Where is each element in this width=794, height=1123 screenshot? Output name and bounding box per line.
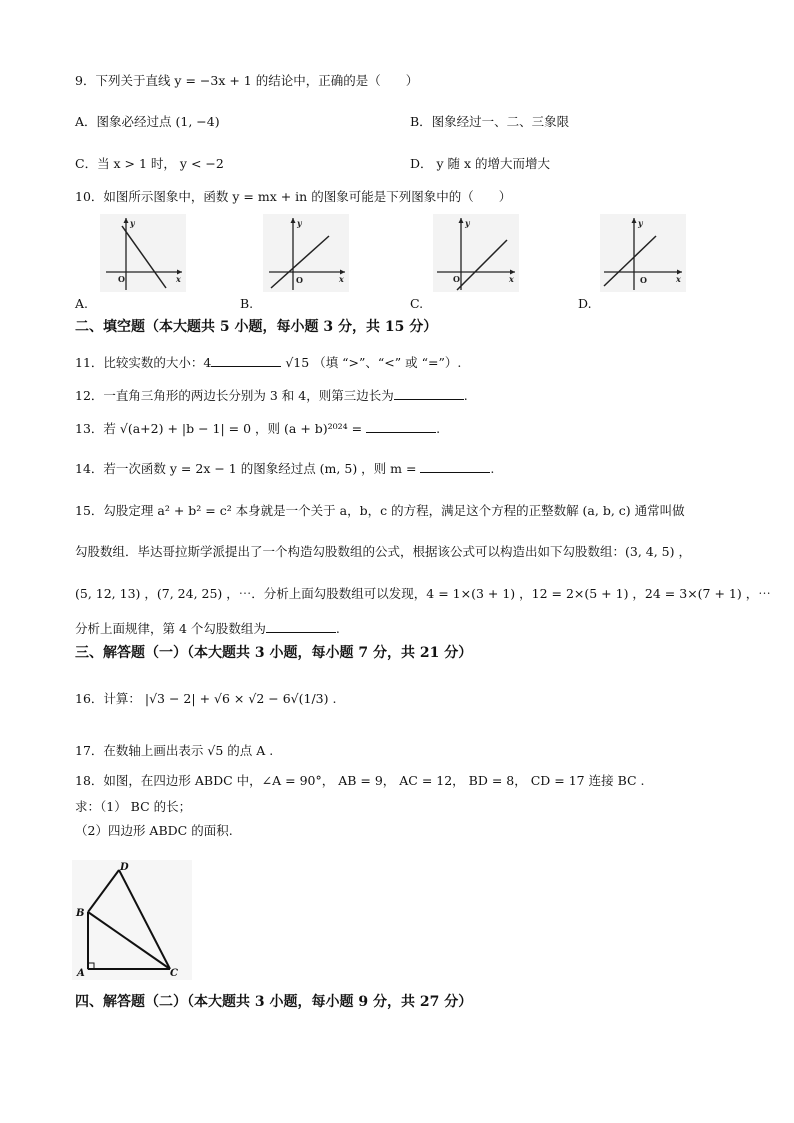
q14-text-b: . bbox=[490, 461, 495, 476]
graph-c-origin: O bbox=[453, 274, 460, 284]
q12-text-b: . bbox=[463, 388, 468, 403]
q11-text-b: √15 （填 “>”、“<” 或 “=”）. bbox=[285, 355, 462, 370]
q15-line-4 bbox=[75, 620, 340, 638]
q14 bbox=[75, 460, 494, 478]
graph-c-y-label: y bbox=[465, 218, 470, 228]
graph-d-label: D. bbox=[578, 296, 592, 311]
q9-stem: 9．下列关于直线 y = −3x + 1 的结论中，正确的是（ ） bbox=[75, 73, 419, 88]
q12 bbox=[75, 387, 468, 405]
q15-blank bbox=[266, 620, 336, 633]
q11 bbox=[75, 354, 461, 372]
q11-blank bbox=[211, 354, 281, 367]
graph-b-label: B. bbox=[240, 296, 254, 311]
graph-a-y-label: y bbox=[130, 218, 135, 228]
graph-d bbox=[600, 214, 686, 292]
graph-a-origin: O bbox=[118, 274, 125, 284]
q16: 16．计算： |√3 − 2| + √6 × √2 − 6√(1/3) . bbox=[75, 691, 337, 706]
graph-c-x-label: x bbox=[509, 274, 514, 284]
graph-c-label: C. bbox=[410, 296, 424, 311]
graph-a bbox=[100, 214, 186, 292]
q9-option-d: D． y 随 x 的增大而增大 bbox=[410, 156, 551, 171]
q10-stem: 10．如图所示图象中，函数 y = mx + in 的图象可能是下列图象中的（ ） bbox=[75, 189, 512, 204]
q12-text-a: 12．一直角三角形的两边长分别为 3 和 4，则第三边长为 bbox=[75, 388, 394, 403]
q13-text-b: . bbox=[436, 421, 441, 436]
q18-line-1: 18．如图，在四边形 ABDC 中，∠A = 90°， AB = 9， AC = 12， BD = 8， CD = 17 连接 BC . bbox=[75, 773, 645, 788]
q18-figure bbox=[72, 860, 192, 980]
q15-line-3: (5, 12, 13) ，(7, 24, 25) ，⋯．分析上面勾股数组可以发现，4 = 1×(3 + 1) ，12 = 2×(5 + 1) ，24 = 3×(7 + 1) ，⋯ bbox=[75, 586, 771, 601]
vertex-a-label: A bbox=[77, 968, 85, 979]
graph-a-label: A. bbox=[75, 296, 89, 311]
graph-d-origin: O bbox=[640, 275, 647, 285]
q15-line-2: 勾股数组．毕达哥拉斯学派提出了一个构造勾股数组的公式，根据该公式可以构造出如下勾股数组：(3, 4, 5) ， bbox=[75, 544, 691, 559]
q9-option-c: C．当 x > 1 时， y < −2 bbox=[75, 156, 224, 171]
q9-option-a: A．图象必经过点 (1, −4) bbox=[75, 114, 220, 129]
q12-blank bbox=[394, 387, 464, 400]
graph-b bbox=[263, 214, 349, 292]
section-3-heading: 三、解答题（一）（本大题共 3 小题，每小题 7 分，共 21 分） bbox=[75, 645, 473, 661]
graph-b-x-label: x bbox=[339, 274, 344, 284]
q17: 17．在数轴上画出表示 √5 的点 A . bbox=[75, 743, 274, 758]
q18-line-3: （2）四边形 ABDC 的面积. bbox=[75, 823, 233, 838]
vertex-c-label: C bbox=[170, 968, 178, 979]
q14-blank bbox=[420, 460, 490, 473]
q15-text-a: 分析上面规律，第 4 个勾股数组为 bbox=[75, 621, 266, 636]
q14-text-a: 14．若一次函数 y = 2x − 1 的图象经过点 (m, 5) ，则 m = bbox=[75, 461, 417, 476]
q13 bbox=[75, 420, 440, 438]
q9-option-b: B．图象经过一、二、三象限 bbox=[410, 114, 570, 129]
q11-text-a: 11．比较实数的大小：4 bbox=[75, 355, 212, 370]
q15-line-1: 15．勾股定理 a² + b² = c² 本身就是一个关于 a，b，c 的方程，满足这个方程的正整数解 (a, b, c) 通常叫做 bbox=[75, 503, 685, 518]
graph-d-x-label: x bbox=[676, 274, 681, 284]
q13-blank bbox=[366, 420, 436, 433]
q15-text-b: . bbox=[335, 621, 340, 636]
vertex-d-label: D bbox=[120, 862, 129, 873]
graph-b-y-label: y bbox=[297, 218, 302, 228]
graph-b-origin: O bbox=[296, 275, 303, 285]
graph-a-x-label: x bbox=[176, 274, 181, 284]
q18-line-2: 求：（1） BC 的长； bbox=[75, 799, 192, 814]
graph-d-y-label: y bbox=[638, 218, 643, 228]
section-2-heading: 二、填空题（本大题共 5 小题，每小题 3 分，共 15 分） bbox=[75, 319, 438, 335]
section-4-heading: 四、解答题（二）（本大题共 3 小题，每小题 9 分，共 27 分） bbox=[75, 994, 473, 1010]
vertex-b-label: B bbox=[76, 908, 85, 919]
q13-text-a: 13．若 √(a+2) + |b − 1| = 0 ，则 (a + b)²⁰²⁴ = bbox=[75, 421, 363, 436]
graph-c bbox=[433, 214, 519, 292]
